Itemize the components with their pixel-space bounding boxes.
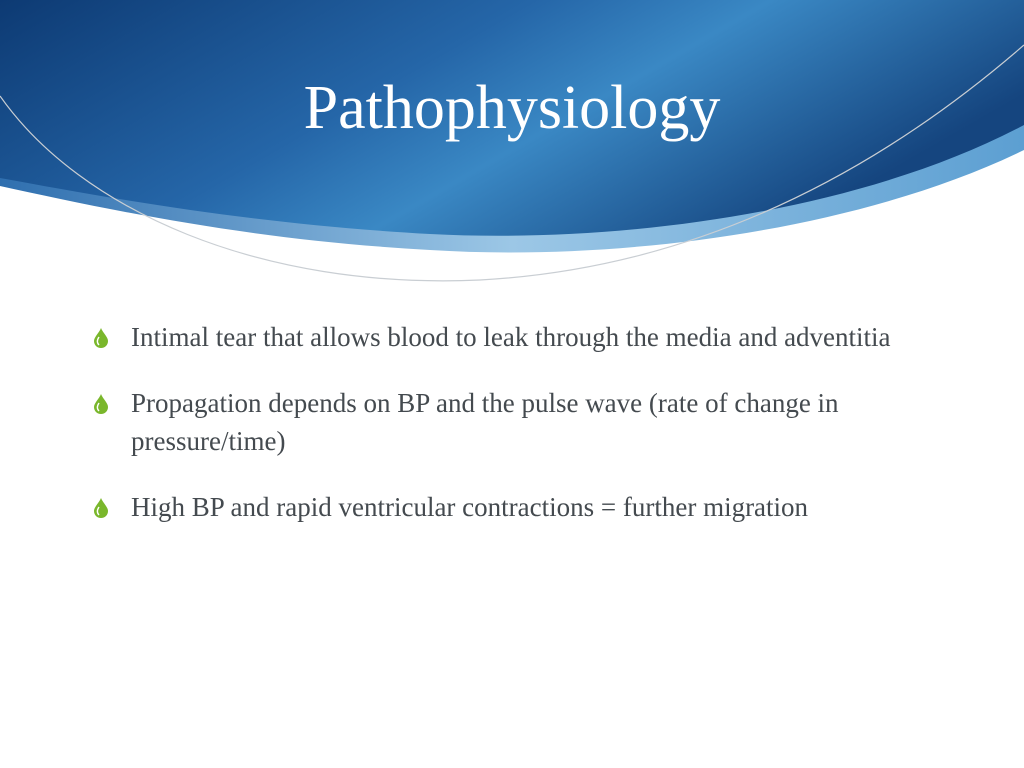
- leaf-drop-icon: [93, 328, 109, 348]
- bullet-text: High BP and rapid ventricular contractions = further migration: [131, 492, 809, 522]
- bullet-text: Propagation depends on BP and the pulse wave (rate of change in pressure/time): [131, 388, 839, 456]
- bullet-item: [93, 384, 953, 460]
- header-banner: [0, 0, 1024, 300]
- bullet-item: [93, 318, 953, 356]
- bullet-text: Intimal tear that allows blood to leak through the media and adventitia: [131, 322, 891, 352]
- bullet-list: [93, 318, 953, 554]
- bullet-item: [93, 488, 953, 526]
- slide-title: Pathophysiology: [303, 74, 721, 142]
- leaf-drop-icon: [93, 498, 109, 518]
- leaf-drop-icon: [93, 394, 109, 414]
